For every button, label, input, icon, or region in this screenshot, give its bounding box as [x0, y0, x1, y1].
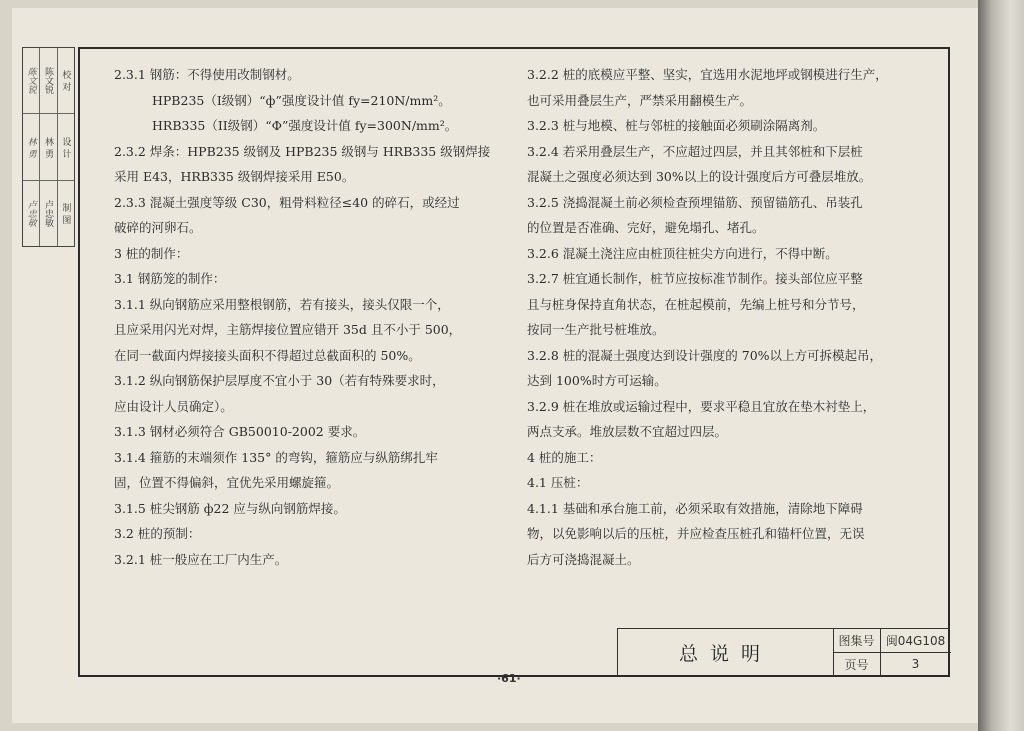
- sign-label: 设 计: [58, 114, 74, 180]
- text-line: 3.2.6 混凝土浇注应由桩顶往桩尖方向进行，不得中断。: [527, 245, 838, 261]
- text-line: 达到 100%时方可运输。: [527, 373, 667, 388]
- sign-name: 林 勇: [40, 114, 56, 180]
- book-page-number: ·61·: [497, 672, 521, 685]
- text-line: 2.3.3 混凝土强度等级 C30，粗骨料粒径≤40 的碎石，或经过: [114, 194, 460, 210]
- text-line: 3.1.3 钢材必须符合 GB50010-2002 要求。: [114, 424, 366, 439]
- sign-row-labels: [57, 48, 74, 246]
- text-line: 3.2.4 若采用叠层生产，不应超过四层，并且其邻桩和下层桩: [527, 143, 863, 159]
- text-line: 4.1.1 基础和承台施工前，必须采取有效措施，清除地下障碍: [527, 500, 863, 516]
- text-line: HPB235（I级钢）“ф”强度设计值 fy=210N/mm²。: [152, 92, 451, 108]
- text-line: 3.2.5 浇捣混凝土前必须检查预埋锚筋、预留锚筋孔、吊装孔: [527, 194, 863, 210]
- text-line: 破碎的河卵石。: [114, 220, 202, 235]
- text-line: 两点支承。堆放层数不宜超过四层。: [527, 424, 728, 439]
- text-line: 且应采用闪光对焊，主筋焊接位置应错开 35d 且不小于 500，: [114, 322, 462, 337]
- handwritten-signature: 卢忠敏: [25, 199, 36, 227]
- text-line: 且与桩身保持直角状态，在桩起模前，先编上桩号和分节号，: [527, 296, 865, 312]
- title-block: [617, 628, 950, 676]
- text-line: 的位置是否准确、完好，避免塌孔、堵孔。: [527, 220, 765, 235]
- signature-table: [22, 47, 75, 247]
- text-line: 按同一生产批号桩堆放。: [527, 322, 665, 337]
- text-line: 3.2.3 桩与地模、桩与邻桩的接触面必须刷涂隔离剂。: [527, 118, 826, 133]
- right-text-column: [527, 62, 917, 572]
- text-line: 3.2.1 桩一般应在工厂内生产。: [114, 551, 288, 567]
- text-line: 采用 E43，HRB335 级钢焊接采用 E50。: [114, 169, 355, 184]
- text-line: 应由设计人员确定）。: [114, 398, 233, 414]
- text-line: 3.1.2 纵向钢筋保护层厚度不宜小于 30（若有特殊要求时，: [114, 373, 445, 388]
- handwritten-signature: 陈文锐: [23, 48, 39, 114]
- text-line: 2.3.2 焊条：HPB235 级钢及 HPB235 级钢与 HRB335 级钢焊接: [114, 143, 491, 159]
- text-line: 3.2.8 桩的混凝土强度达到设计强度的 70%以上方可拆模起吊，: [527, 347, 883, 363]
- sign-row-names: [39, 48, 56, 246]
- page-value: 3: [911, 657, 920, 671]
- book-binding-edge: [978, 0, 1024, 731]
- text-line: 3.1.4 箍筋的末端须作 135° 的弯钩，箍筋应与纵筋绑扎牢: [114, 449, 438, 465]
- text-line: 3.1.1 纵向钢筋应采用整根钢筋，若有接头，接头仅限一个，: [114, 296, 450, 312]
- text-line: 3.1.5 桩尖钢筋 ф22 应与纵向钢筋焊接。: [114, 500, 346, 516]
- sign-name: 陈文锐: [40, 48, 56, 114]
- text-line: 3.1 钢筋笼的制作：: [114, 271, 226, 286]
- sign-label: 校 对: [58, 48, 74, 114]
- text-line: 3 桩的制作：: [114, 245, 189, 261]
- handwritten-signature: 林 勇: [23, 114, 39, 180]
- text-line: 4.1 压桩：: [527, 475, 589, 490]
- text-line: 3.2.7 桩宜通长制作，桩节应按标准节制作。接头部位应平整: [527, 271, 863, 286]
- atlas-number-label: 图集号: [838, 633, 875, 648]
- text-line: 3.2 桩的预制：: [114, 526, 201, 541]
- text-line: 混凝土之强度必须达到 30%以上的设计强度后方可叠层堆放。: [527, 169, 872, 184]
- text-line: HRB335（II级钢）“Ф”强度设计值 fy=300N/mm²。: [152, 118, 458, 133]
- sign-name: 卢忠敏: [43, 199, 54, 227]
- text-line: 固，位置不得偏斜，宜优先采用螺旋箍。: [114, 475, 340, 490]
- text-line: 物，以免影响以后的压桩，并应检查压桩孔和锚杆位置，无误: [527, 526, 865, 541]
- sign-row-signatures: [23, 48, 39, 246]
- text-line: 也可采用叠层生产，严禁采用翻模生产。: [527, 92, 753, 108]
- text-line: 2.3.1 钢筋：不得使用改制钢材。: [114, 67, 300, 82]
- text-line: 3.2.9 桩在堆放或运输过程中，要求平稳且宜放在垫木衬垫上，: [527, 398, 876, 414]
- sign-label: 制 图: [60, 202, 71, 224]
- atlas-number-value: 闽04G108: [885, 633, 946, 648]
- text-line: 3.2.2 桩的底模应平整、坚实，宜选用水泥地坪或钢模进行生产，: [527, 67, 888, 82]
- text-line: 在同一截面内焊接接头面积不得超过总截面积的 50%。: [114, 347, 421, 363]
- drawing-title: 总说明: [618, 629, 834, 675]
- text-line: 后方可浇捣混凝土。: [527, 551, 640, 567]
- left-text-column: [114, 62, 494, 572]
- page-label: 页号: [844, 657, 869, 672]
- text-line: 4 桩的施工：: [527, 449, 602, 465]
